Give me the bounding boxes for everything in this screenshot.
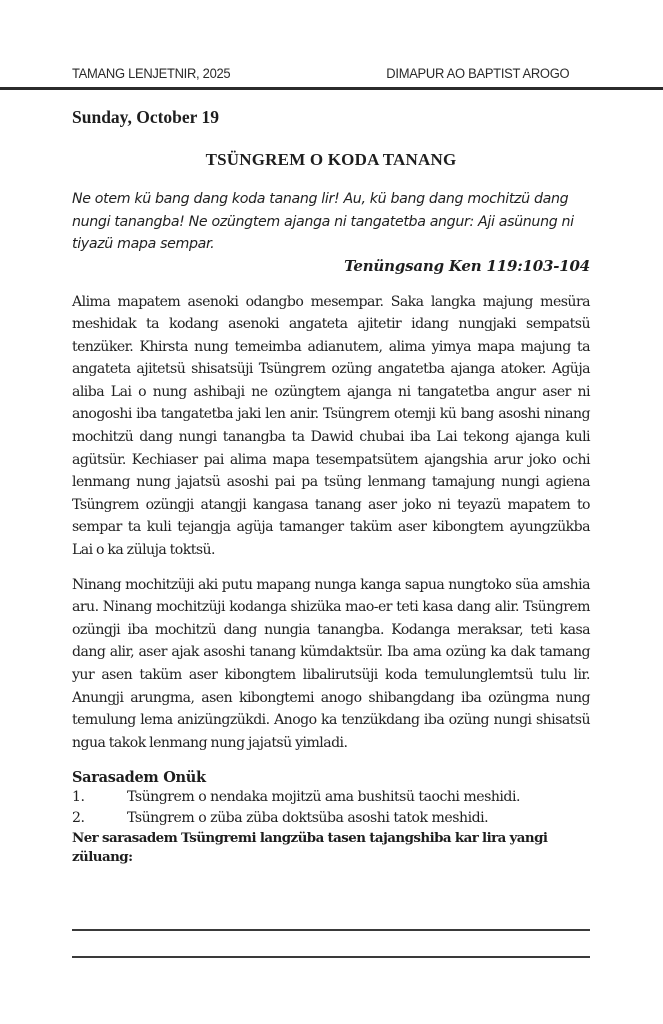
prayer-item-2 [72, 808, 590, 829]
devotional-page [72, 104, 590, 867]
answer-line-1 [72, 929, 590, 931]
prayer-item-number: 1. [72, 789, 85, 806]
prayer-list [72, 787, 590, 829]
body-paragraph-2: Ninang mochitzüji aki putu mapang nunga kanga sapua nungtoko süa amshia aru. Ninang mochitzüji kodanga shizüka mao-er teti kasa dang alir. Tsüngrem ozüngji iba mochitzü dang nungia tanangba. Kodanga meraksar, teti kasa dang alir, aser ajak asoshi tanang kümdaktsür. Iba ama ozüng ka dak tamang yur asen taküm aser kibongtem libalirutsüji koda temulunglemtsü tulu lir. Anungji arungma, asen kibongtemi anogo shibangdang iba ozüngma nung temulung lema anizüngzükdi. Anogo ka tenzükdang iba ozüng nungi shisatsü ngua takok lenmang nung jajatsü yimladi. [72, 576, 590, 751]
header-publisher: DIMAPUR AO BAPTIST AROGO [386, 66, 570, 81]
prayer-section [72, 768, 590, 867]
prayer-heading: Sarasadem Onük [72, 769, 206, 787]
answer-line-2 [72, 956, 590, 958]
prayer-item-text: Tsüngrem o züba züba doktsüba asoshi tatok meshidi. [127, 810, 489, 827]
devotion-title: TSÜNGREM O KODA TANANG [205, 150, 457, 169]
prayer-item-1 [72, 787, 590, 808]
scripture-verse: Ne otem kü bang dang koda tanang lir! Au, kü bang dang mochitzü dang nungi tanangba! Ne ozüngtem ajanga ni tangatetba angur: Aji asünung ni tiyazü mapa sempar. [72, 191, 574, 252]
prayer-item-text: Tsüngrem o nendaka mojitzü ama bushitsü taochi meshidi. [127, 789, 520, 806]
reflection-prompt: Ner sarasadem Tsüngremi langzüba tasen tajangshiba kar lira yangi züluang: [72, 830, 548, 866]
header-publication-title: TAMANG LENJETNIR, 2025 [72, 66, 231, 81]
header-rule [0, 87, 663, 90]
devotion-date: Sunday, October 19 [72, 107, 219, 127]
running-header [72, 66, 569, 81]
body-paragraph-1: Alima mapatem asenoki odangbo mesempar. Saka langka majung mesüra meshidak ta kodang asenoki angateta ajitetir idang nungjaki sempatsü tenzüker. Khirsta nung temeimba adianutem, alima yimya mapa majung ta angateta ajitetsü shisatsüji Tsüngrem ozüng angatetba ajanga atoker. Agüja aliba Lai o nung ashibaji ne ozüngtem ajanga ni tangatetba angur aser ni anogoshi iba tangatetba jaki len anir. Tsüngrem otemji kü bang asoshi ninang mochitzü dang nungi tanangba ta Dawid chubai iba Lai tekong ajanga kuli agütsür. Kechiaser pai alima mapa tesempatsütem ajangshia arur joko ochi lenmang nung jajatsü asoshi pai pa tsüng lenmang tamajung nungi agiena Tsüngrem ozüngji atangji kangasa tanang aser joko ni teyazü mapatem to sempar ta kuli tejangja agüja tamanger taküm aser kibongtem ayungzükba Lai o ka züluja toktsü. [72, 293, 590, 559]
scripture-reference: Tenüngsang Ken 119:103-104 [344, 256, 590, 275]
prayer-item-number: 2. [72, 810, 85, 827]
